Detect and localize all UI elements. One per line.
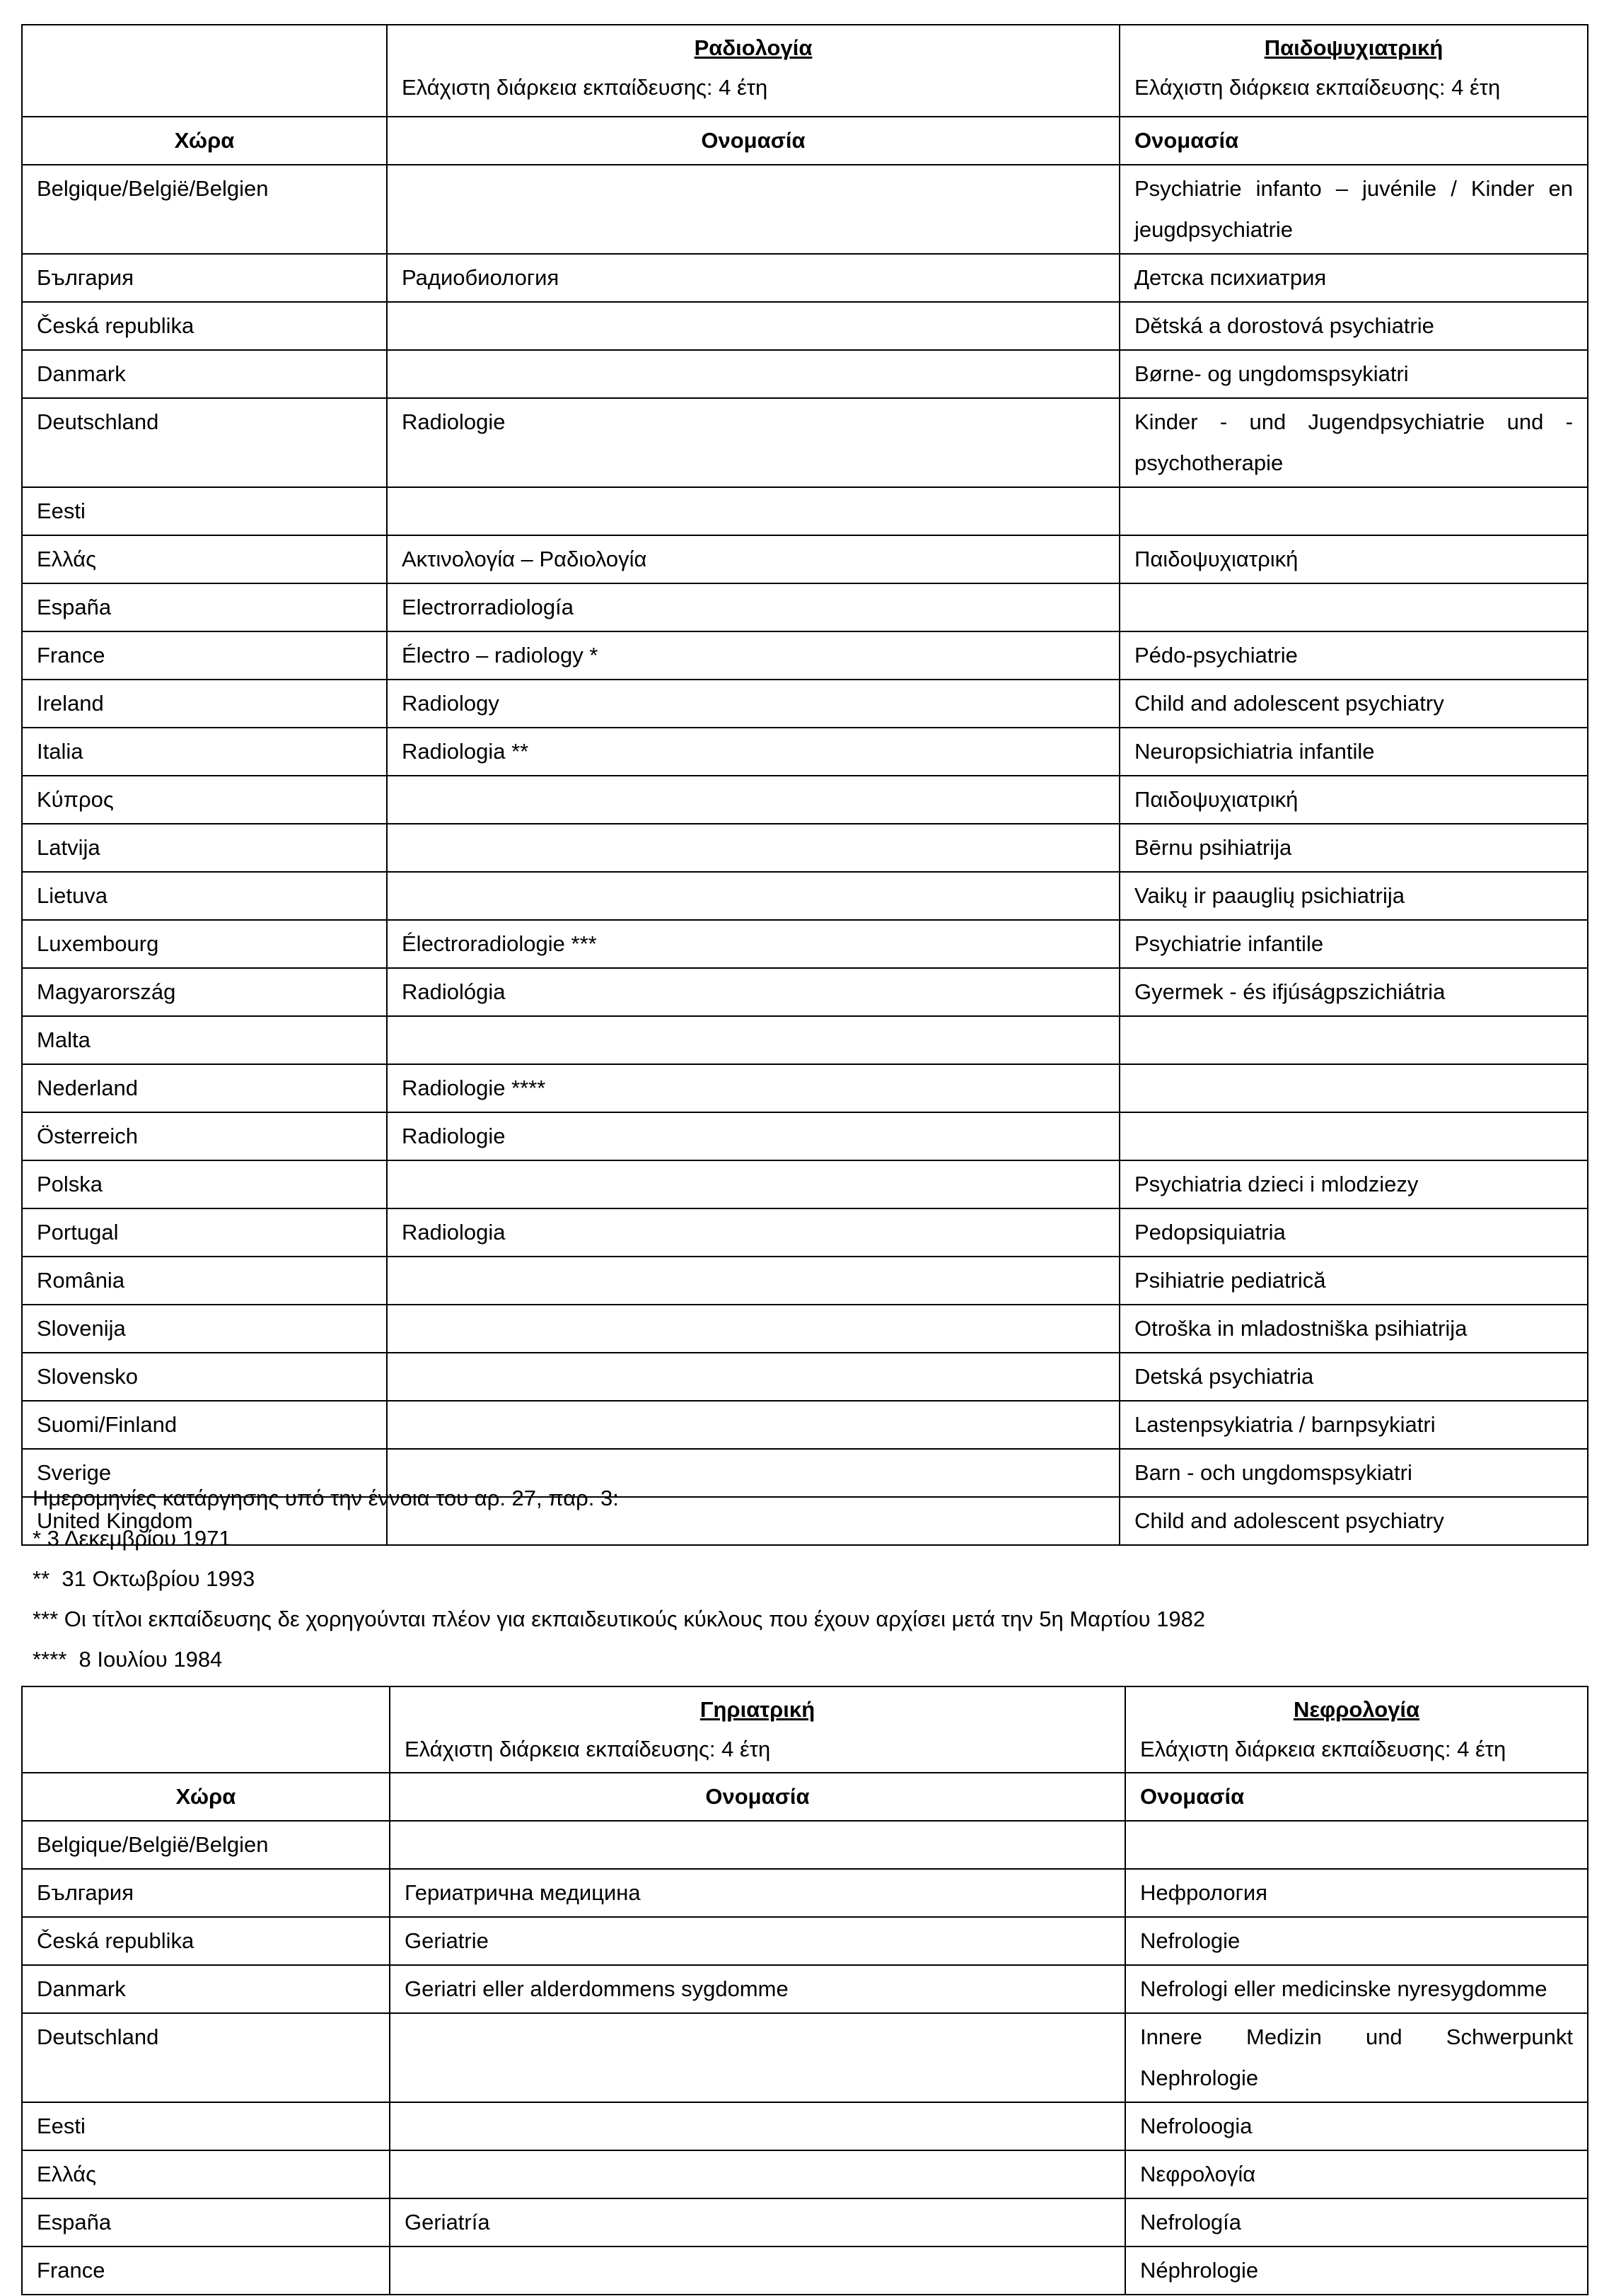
specialty-a-name-cell [387, 165, 1120, 254]
table-row [22, 680, 1588, 728]
specialty-table-radiology-child-psychiatry [21, 24, 1588, 1546]
country-cell: Polska [22, 1160, 387, 1208]
specialty-b-name-cell: Παιδοψυχιατρική [1120, 535, 1588, 583]
specialty-a-name-cell: Geriatrie [390, 1917, 1125, 1965]
country-cell: Česká republika [22, 1917, 390, 1965]
specialty-a-name-cell [387, 1257, 1120, 1305]
specialty-a-name-cell [387, 776, 1120, 824]
table-row [22, 398, 1588, 487]
column-label-row [22, 1773, 1588, 1821]
specialty-b-name-cell [1120, 1112, 1588, 1160]
specialty-b-name-cell [1120, 1064, 1588, 1112]
specialty-header-nephrology [1125, 1686, 1588, 1773]
table-row [22, 631, 1588, 680]
country-cell: Suomi/Finland [22, 1401, 387, 1449]
specialty-b-name-cell [1120, 487, 1588, 535]
table-row [22, 350, 1588, 398]
country-cell: France [22, 2247, 390, 2295]
table-row [22, 2150, 1588, 2198]
specialty-b-name-cell: Nefrologi eller medicinske nyresygdomme [1125, 1965, 1588, 2013]
specialty-b-name-cell: Vaikų ir paauglių psichiatrija [1120, 872, 1588, 920]
country-cell: Deutschland [22, 2013, 390, 2102]
table-row [22, 1401, 1588, 1449]
table-row [22, 2102, 1588, 2150]
country-cell: България [22, 1869, 390, 1917]
specialty-a-name-cell: Geriatri eller alderdommens sygdomme [390, 1965, 1125, 2013]
table-row [22, 165, 1588, 254]
specialty-b-name-cell: Detská psychiatria [1120, 1353, 1588, 1401]
country-cell: España [22, 2198, 390, 2247]
table-row [22, 824, 1588, 872]
specialty-b-name-cell [1125, 1821, 1588, 1869]
table-row [22, 2013, 1588, 2102]
specialty-b-name-cell: Nefrologie [1125, 1917, 1588, 1965]
specialty-a-name-cell [387, 1353, 1120, 1401]
table-row [22, 1917, 1588, 1965]
specialty-b-name-cell: Innere Medizin und Schwerpunkt Nephrologie [1125, 2013, 1588, 2102]
specialty-a-name-cell [387, 302, 1120, 350]
specialty-b-name-cell [1120, 1016, 1588, 1064]
specialty-a-name-cell: Electrorradiología [387, 583, 1120, 631]
specialty-a-name-cell: Гериатрична медицина [390, 1869, 1125, 1917]
specialty-title: Γηριατρική [699, 1697, 815, 1722]
country-cell: España [22, 583, 387, 631]
table-row [22, 1064, 1588, 1112]
specialty-title: Νεφρολογία [1293, 1697, 1420, 1722]
country-cell: Lietuva [22, 872, 387, 920]
table-row [22, 2198, 1588, 2247]
specialty-b-name-cell: Nefrología [1125, 2198, 1588, 2247]
country-cell: Nederland [22, 1064, 387, 1112]
table-row [22, 2247, 1588, 2295]
footnote-4: **** 8 Ιουλίου 1984 [33, 1647, 223, 1672]
specialty-b-name-cell: Psychiatrie infantile [1120, 920, 1588, 968]
notes-intro: Ημερομηνίες κατάργησης υπό την έννοια του αρ. 27, παρ. 3: [33, 1486, 619, 1510]
specialty-header-geriatrics [390, 1686, 1125, 1773]
name-column-header: Ονομασία [1120, 117, 1588, 165]
specialty-a-name-cell [387, 872, 1120, 920]
name-column-header: Ονομασία [390, 1773, 1125, 1821]
specialty-b-name-cell: Child and adolescent psychiatry [1120, 1497, 1588, 1545]
table-row [22, 583, 1588, 631]
specialty-a-name-cell [390, 1821, 1125, 1869]
specialty-a-name-cell: Ακτινολογία – Ραδιολογία [387, 535, 1120, 583]
specialty-a-name-cell: Radiologia [387, 1208, 1120, 1257]
specialty-a-name-cell [387, 1305, 1120, 1353]
table-row [22, 254, 1588, 302]
country-cell: Sverige [22, 1449, 387, 1497]
country-cell: Ireland [22, 680, 387, 728]
table-row [22, 487, 1588, 535]
specialty-duration: Ελάχιστη διάρκεια εκπαίδευσης: 4 έτη [1134, 75, 1501, 100]
specialty-duration: Ελάχιστη διάρκεια εκπαίδευσης: 4 έτη [1140, 1737, 1506, 1761]
specialty-a-name-cell [390, 2013, 1125, 2102]
table-row [22, 776, 1588, 824]
country-cell: Ελλάς [22, 2150, 390, 2198]
table-row [22, 302, 1588, 350]
specialty-a-name-cell [387, 487, 1120, 535]
country-cell: France [22, 631, 387, 680]
specialty-header-radiology [387, 25, 1120, 117]
table-row [22, 1016, 1588, 1064]
table-row [22, 728, 1588, 776]
specialty-b-name-cell [1120, 583, 1588, 631]
specialty-a-name-cell [387, 350, 1120, 398]
specialty-duration: Ελάχιστη διάρκεια εκπαίδευσης: 4 έτη [402, 75, 768, 100]
table-header-row [22, 1686, 1588, 1773]
abolition-dates-notes [33, 1478, 1574, 1679]
specialty-a-name-cell [390, 2247, 1125, 2295]
country-cell: Slovenija [22, 1305, 387, 1353]
specialty-a-name-cell [390, 2102, 1125, 2150]
specialty-title: Παιδοψυχιατρική [1264, 35, 1444, 60]
specialty-b-name-cell: Pedopsiquiatria [1120, 1208, 1588, 1257]
specialty-b-name-cell: Psychiatria dzieci i mlodziezy [1120, 1160, 1588, 1208]
specialty-b-name-cell: Børne- og ungdomspsykiatri [1120, 350, 1588, 398]
specialty-a-name-cell: Électro – radiology * [387, 631, 1120, 680]
specialty-duration: Ελάχιστη διάρκεια εκπαίδευσης: 4 έτη [405, 1737, 771, 1761]
country-cell: Latvija [22, 824, 387, 872]
country-cell: Česká republika [22, 302, 387, 350]
specialty-a-name-cell: Radiologie [387, 1112, 1120, 1160]
specialty-a-name-cell [387, 824, 1120, 872]
footnote-3: *** Οι τίτλοι εκπαίδευσης δε χορηγούνται πλέον για εκπαιδευτικούς κύκλους που έχουν αρχίσει μετά την 5η Μαρτίου 1982 [33, 1607, 1206, 1631]
specialty-a-name-cell: Radiológia [387, 968, 1120, 1016]
specialty-a-name-cell [387, 1016, 1120, 1064]
table-row [22, 872, 1588, 920]
specialty-b-name-cell: Gyermek - és ifjúságpszichiátria [1120, 968, 1588, 1016]
specialty-a-name-cell: Radiologie **** [387, 1064, 1120, 1112]
specialty-table-geriatrics-nephrology [21, 1686, 1588, 2295]
specialty-b-name-cell: Нефрология [1125, 1869, 1588, 1917]
country-cell: Portugal [22, 1208, 387, 1257]
specialty-title: Ραδιολογία [694, 35, 813, 60]
column-label-row [22, 117, 1588, 165]
table-row [22, 535, 1588, 583]
table-row [22, 968, 1588, 1016]
specialty-b-name-cell: Pédo-psychiatrie [1120, 631, 1588, 680]
specialty-a-name-cell: Geriatría [390, 2198, 1125, 2247]
country-cell: Eesti [22, 2102, 390, 2150]
specialty-a-name-cell: Радиобиология [387, 254, 1120, 302]
country-column-header: Χώρα [22, 1773, 390, 1821]
specialty-b-name-cell: Dětská a dorostová psychiatrie [1120, 302, 1588, 350]
country-cell: România [22, 1257, 387, 1305]
specialty-b-name-cell: Néphrologie [1125, 2247, 1588, 2295]
table-row [22, 1869, 1588, 1917]
country-cell: United Kingdom [22, 1497, 387, 1545]
name-column-header: Ονομασία [387, 117, 1120, 165]
country-cell: Belgique/België/Belgien [22, 1821, 390, 1869]
table-row [22, 1305, 1588, 1353]
specialty-a-name-cell: Radiologie [387, 398, 1120, 487]
country-cell: Danmark [22, 1965, 390, 2013]
table-row [22, 920, 1588, 968]
table-header-row [22, 25, 1588, 117]
specialty-b-name-cell: Lastenpsykiatria / barnpsykiatri [1120, 1401, 1588, 1449]
specialty-a-name-cell: Radiology [387, 680, 1120, 728]
country-cell: Danmark [22, 350, 387, 398]
specialty-b-name-cell: Детска психиатрия [1120, 254, 1588, 302]
specialty-b-name-cell: Otroška in mladostniška psihiatrija [1120, 1305, 1588, 1353]
specialty-b-name-cell: Barn - och ungdomspsykiatri [1120, 1449, 1588, 1497]
country-cell: България [22, 254, 387, 302]
specialty-a-name-cell [390, 2150, 1125, 2198]
header-empty-cell [22, 1686, 390, 1773]
specialty-b-name-cell: Psihiatrie pediatrică [1120, 1257, 1588, 1305]
table-body [22, 165, 1588, 1545]
header-empty-cell [22, 25, 387, 117]
specialty-b-name-cell: Παιδοψυχιατρική [1120, 776, 1588, 824]
table-row [22, 1112, 1588, 1160]
country-cell: Luxembourg [22, 920, 387, 968]
specialty-a-name-cell [387, 1160, 1120, 1208]
table-row [22, 1965, 1588, 2013]
country-cell: Eesti [22, 487, 387, 535]
country-cell: Slovensko [22, 1353, 387, 1401]
country-cell: Deutschland [22, 398, 387, 487]
footnote-2: ** 31 Οκτωβρίου 1993 [33, 1566, 255, 1591]
country-cell: Ελλάς [22, 535, 387, 583]
specialty-b-name-cell: Bērnu psihiatrija [1120, 824, 1588, 872]
country-column-header: Χώρα [22, 117, 387, 165]
table-row [22, 1160, 1588, 1208]
specialty-a-name-cell [387, 1401, 1120, 1449]
specialty-b-name-cell: Nefroloogia [1125, 2102, 1588, 2150]
table-body [22, 1821, 1588, 2295]
table-row [22, 1353, 1588, 1401]
country-cell: Österreich [22, 1112, 387, 1160]
specialty-b-name-cell: Kinder - und Jugendpsychiatrie und - psychotherapie [1120, 398, 1588, 487]
country-cell: Magyarország [22, 968, 387, 1016]
country-cell: Malta [22, 1016, 387, 1064]
country-cell: Italia [22, 728, 387, 776]
specialty-a-name-cell: Électroradiologie *** [387, 920, 1120, 968]
specialty-b-name-cell: Νεφρολογία [1125, 2150, 1588, 2198]
specialty-b-name-cell: Child and adolescent psychiatry [1120, 680, 1588, 728]
table-row [22, 1208, 1588, 1257]
table-row [22, 1257, 1588, 1305]
specialty-b-name-cell: Psychiatrie infanto – juvénile / Kinder en jeugdpsychiatrie [1120, 165, 1588, 254]
country-cell: Belgique/België/Belgien [22, 165, 387, 254]
name-column-header: Ονομασία [1125, 1773, 1588, 1821]
specialty-a-name-cell: Radiologia ** [387, 728, 1120, 776]
country-cell: Κύπρος [22, 776, 387, 824]
table-row [22, 1821, 1588, 1869]
specialty-header-child-psychiatry [1120, 25, 1588, 117]
specialty-b-name-cell: Neuropsichiatria infantile [1120, 728, 1588, 776]
footnote-1: * 3 Δεκεμβρίου 1971 [33, 1526, 231, 1551]
